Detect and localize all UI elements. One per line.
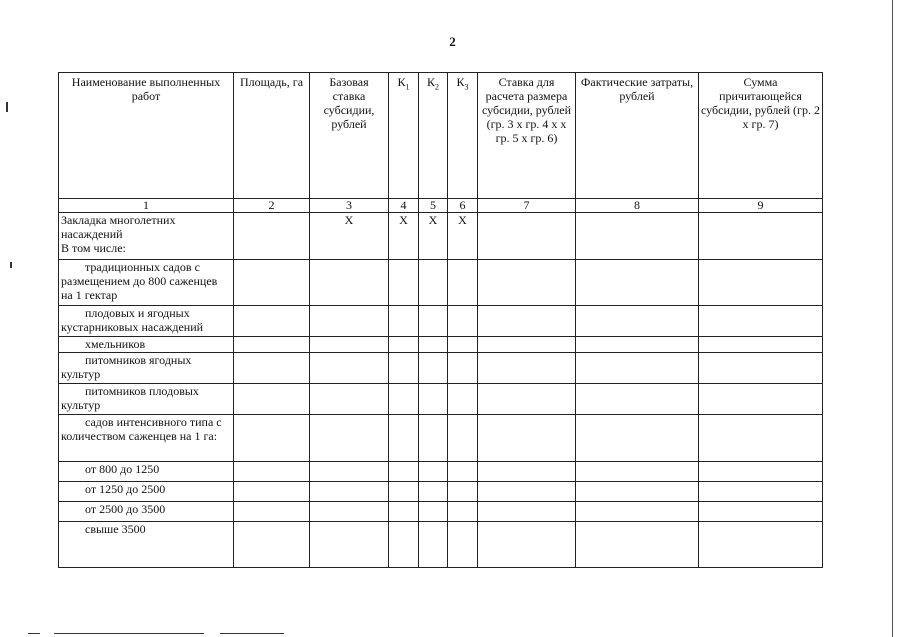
header-sum-due: Сумма причитающейся субсидии, рублей (гр. 2 х гр. 7) [699,73,823,199]
column-number: 4 [389,199,419,213]
row-name-text: Закладка многолетних насаждений [61,213,176,241]
cell-k3: Х [448,213,478,260]
page-number: 2 [449,34,456,49]
row-note-text: В том числе: [61,241,126,255]
column-number-row [59,199,823,213]
header-area: Площадь, га [234,73,310,199]
cell-rate-calc [478,213,576,260]
row-name: от 1250 до 2500 [59,482,234,502]
scan-speck [10,262,12,268]
row-name: свыше 3500 [59,522,234,568]
header-k3-label: К [456,75,465,89]
table-row [59,384,823,415]
subsidy-calculation-table [58,72,823,568]
header-k3-subscript: 3 [464,82,469,92]
column-number: 7 [478,199,576,213]
header-k2 [419,73,448,199]
header-k2-subscript: 2 [435,82,439,92]
table-row [59,337,823,353]
scan-bottom-line [54,633,204,634]
table-row [59,213,823,260]
header-name: Наименование выполненных работ [59,73,234,199]
header-k3 [448,73,478,199]
column-number: 1 [59,199,234,213]
header-base-rate: Базовая ставка субсидии, рублей [310,73,389,199]
cell-k2: Х [419,213,448,260]
column-number: 3 [310,199,389,213]
cell-k1: Х [389,213,419,260]
cell-actual-costs [576,213,699,260]
row-name: от 2500 до 3500 [59,502,234,522]
cell-base-rate: Х [310,213,389,260]
row-name: питомников ягодных культур [59,353,234,384]
table-row [59,415,823,462]
table-row [59,502,823,522]
table-row [59,522,823,568]
table-row [59,462,823,482]
table-row [59,306,823,337]
row-name [59,213,234,260]
column-number: 5 [419,199,448,213]
row-name: от 800 до 1250 [59,462,234,482]
row-name: питомников плодовых культур [59,384,234,415]
header-k1 [389,73,419,199]
header-k2-label: К [426,75,435,89]
column-number: 9 [699,199,823,213]
column-number: 2 [234,199,310,213]
table-row [59,353,823,384]
row-name: хмельников [59,337,234,353]
cell-sum-due [699,213,823,260]
row-name: плодовых и ягодных кустарниковых насаждений [59,306,234,337]
cell-area [234,213,310,260]
column-number: 6 [448,199,478,213]
scan-speck [6,102,8,112]
scan-bottom-line [220,633,284,634]
table-row [59,482,823,502]
column-number: 8 [576,199,699,213]
table-row [59,260,823,306]
scan-bottom-line [28,633,40,634]
header-rate-calc: Ставка для расчета размера субсидии, рублей (гр. 3 х гр. 4 х х гр. 5 х гр. 6) [478,73,576,199]
header-actual-costs: Фактические затраты, рублей [576,73,699,199]
header-row [59,73,823,199]
header-k1-label: К [397,75,406,89]
row-name: садов интенсивного типа с количеством саженцев на 1 га: [59,415,234,462]
row-name: традиционных садов с размещением до 800 саженцев на 1 гектар [59,260,234,306]
scan-edge-line [892,0,893,637]
header-k1-subscript: 1 [405,82,410,92]
